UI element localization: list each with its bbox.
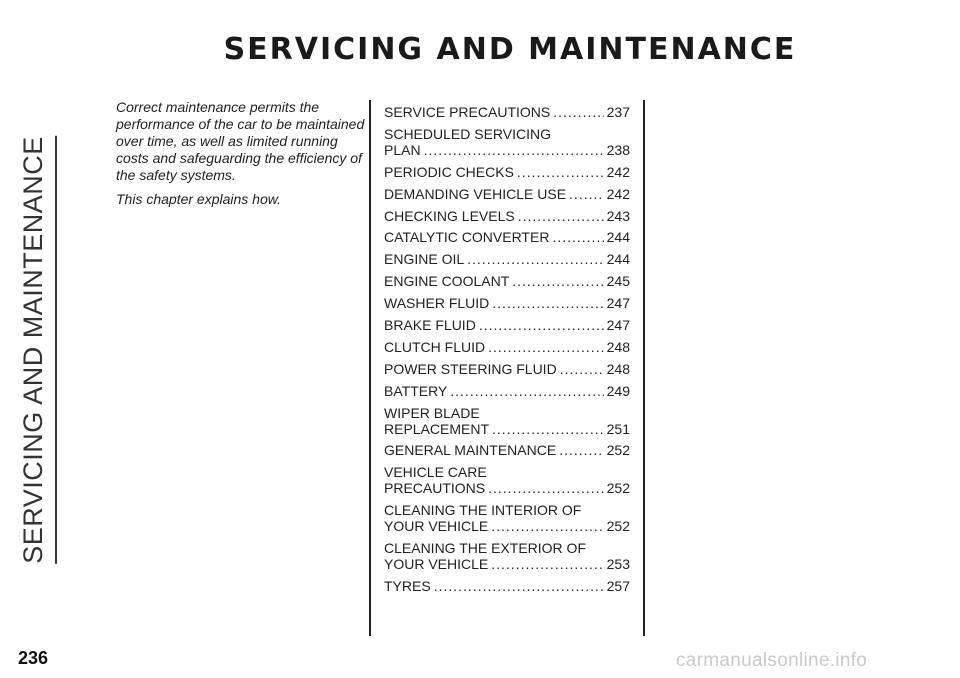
toc-entry[interactable] — [384, 339, 630, 355]
toc-entry[interactable] — [384, 442, 630, 458]
toc-entry[interactable] — [384, 208, 630, 224]
toc-entry-page: 244 — [606, 229, 630, 246]
toc-entry-page: 245 — [606, 273, 630, 290]
toc-entry[interactable] — [384, 273, 630, 289]
toc-entry[interactable] — [384, 502, 630, 534]
toc-entry-page: 248 — [606, 360, 630, 377]
toc-entry[interactable] — [384, 405, 630, 437]
toc-leader-dots — [488, 480, 604, 496]
toc-leader-dots — [492, 421, 604, 437]
side-chapter-title: SERVICING AND MAINTENANCE — [18, 136, 57, 564]
toc-leader-dots — [434, 578, 604, 594]
toc-leader-dots — [467, 251, 604, 267]
toc-entry-title: ENGINE OIL — [384, 251, 465, 268]
toc-entry-page: 237 — [606, 104, 630, 120]
toc-leader-dots — [559, 442, 603, 458]
toc-entry-page: 247 — [606, 295, 630, 312]
toc-entry-page: 242 — [606, 163, 630, 180]
toc-entry-title: BATTERY — [384, 382, 448, 399]
toc-entry-page: 252 — [606, 480, 630, 497]
toc-entry[interactable] — [384, 383, 630, 399]
toc-leader-dots — [424, 142, 604, 158]
toc-entry-title: CATALYTIC CONVERTER — [384, 229, 550, 246]
column-divider-left — [369, 100, 371, 636]
toc-entry-title: CLEANING THE INTERIOR OF — [384, 502, 582, 519]
toc-entry-page: 251 — [606, 420, 630, 437]
toc-entry-title: WASHER FLUID — [384, 295, 490, 312]
table-of-contents — [384, 104, 630, 600]
toc-leader-dots — [517, 164, 604, 180]
toc-entry[interactable] — [384, 104, 630, 120]
toc-leader-dots — [569, 186, 604, 202]
watermark-text: carmanualsonline.info — [676, 650, 868, 671]
intro-paragraph: This chapter explains how. — [116, 191, 281, 207]
toc-leader-dots — [512, 273, 603, 289]
toc-entry-title: GENERAL MAINTENANCE — [384, 442, 557, 459]
toc-entry-title: YOUR VEHICLE — [384, 518, 489, 535]
toc-entry[interactable] — [384, 464, 630, 496]
toc-entry-page: 249 — [606, 382, 630, 399]
toc-entry-page: 253 — [606, 556, 630, 573]
toc-entry[interactable] — [384, 361, 630, 377]
toc-entry-page: 248 — [606, 338, 630, 355]
toc-entry-title: PLAN — [384, 141, 421, 158]
toc-entry-page: 252 — [606, 518, 630, 535]
toc-leader-dots — [491, 518, 603, 534]
toc-entry-title: BRAKE FLUID — [384, 317, 476, 334]
toc-entry[interactable] — [384, 229, 630, 245]
toc-leader-dots — [553, 104, 603, 120]
toc-entry[interactable] — [384, 164, 630, 180]
toc-entry-title: PERIODIC CHECKS — [384, 163, 514, 180]
toc-entry-title: WIPER BLADE — [384, 404, 480, 421]
toc-entry[interactable] — [384, 126, 630, 158]
toc-entry-title: REPLACEMENT — [384, 420, 490, 437]
toc-entry-title: ENGINE COOLANT — [384, 273, 510, 290]
toc-entry-title: SCHEDULED SERVICING — [384, 125, 552, 142]
toc-entry-page: 244 — [606, 251, 630, 268]
toc-leader-dots — [450, 383, 603, 399]
toc-entry[interactable] — [384, 317, 630, 333]
toc-entry-title: CLEANING THE EXTERIOR OF — [384, 540, 586, 557]
toc-entry-page: 257 — [606, 578, 630, 595]
toc-entry[interactable] — [384, 540, 630, 572]
toc-leader-dots — [491, 556, 603, 572]
toc-leader-dots — [518, 208, 604, 224]
toc-entry-title: YOUR VEHICLE — [384, 556, 489, 573]
toc-entry-title: PRECAUTIONS — [384, 480, 486, 497]
toc-leader-dots — [488, 339, 604, 355]
toc-entry-page: 252 — [606, 442, 630, 459]
toc-entry-page: 242 — [606, 185, 630, 202]
column-divider-right — [643, 100, 645, 636]
toc-entry-title: VEHICLE CARE — [384, 464, 487, 481]
toc-leader-dots — [560, 361, 604, 377]
toc-entry[interactable] — [384, 186, 630, 202]
toc-entry-title: CLUTCH FLUID — [384, 338, 486, 355]
intro-paragraph: Correct maintenance permits the performance of the car to be maintained over time, as well as limited running costs and safeguarding the efficiency of the safety systems. — [116, 99, 365, 183]
toc-entry-title: SERVICE PRECAUTIONS — [384, 104, 551, 120]
page-title: SERVICING AND MAINTENANCE — [223, 32, 797, 67]
toc-entry-title: DEMANDING VEHICLE USE — [384, 185, 567, 202]
toc-leader-dots — [552, 229, 603, 245]
toc-entry[interactable] — [384, 295, 630, 311]
toc-leader-dots — [479, 317, 604, 333]
toc-entry-title: CHECKING LEVELS — [384, 207, 515, 224]
intro-text — [116, 99, 366, 215]
toc-entry[interactable] — [384, 251, 630, 267]
toc-entry-page: 247 — [606, 317, 630, 334]
toc-entry-title: TYRES — [384, 578, 431, 595]
toc-leader-dots — [492, 295, 603, 311]
toc-entry-page: 243 — [606, 207, 630, 224]
toc-entry-page: 238 — [606, 141, 630, 158]
page-number: 236 — [18, 648, 49, 668]
toc-entry[interactable] — [384, 578, 630, 594]
toc-entry-title: POWER STEERING FLUID — [384, 360, 557, 377]
